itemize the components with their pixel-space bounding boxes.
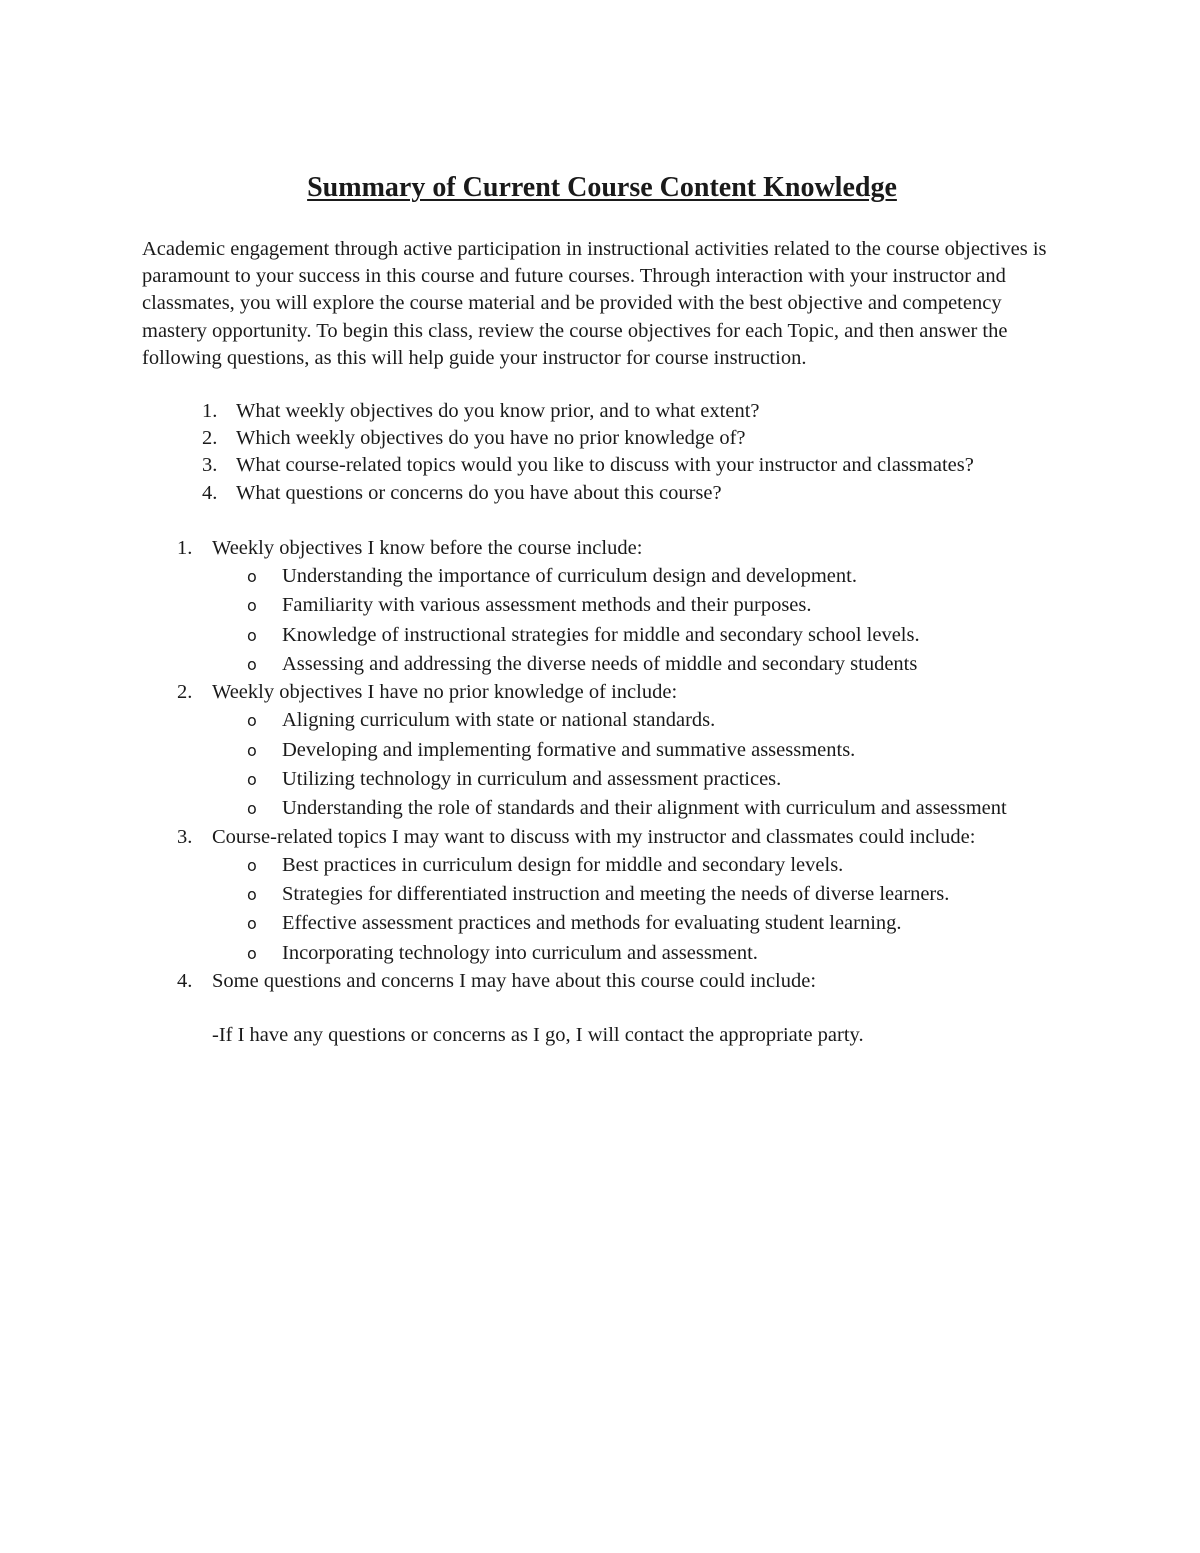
list-item <box>247 851 1062 880</box>
question-number: 1. <box>202 400 218 423</box>
list-item-text: Best practices in curriculum design for middle and secondary levels. <box>282 853 844 876</box>
list-item-text: Strategies for differentiated instruction and meeting the needs of diverse learners. <box>282 883 950 906</box>
bullet-icon: o <box>247 740 257 760</box>
answer-number: 2. <box>177 681 193 704</box>
list-item-text: Incorporating technology into curriculum and assessment. <box>282 941 758 964</box>
answer-item <box>177 679 1062 823</box>
bullet-icon: o <box>247 711 257 731</box>
answer-number: 4. <box>177 970 193 992</box>
list-item-text: Utilizing technology in curriculum and assessment practices. <box>282 768 782 791</box>
list-item <box>247 765 1062 794</box>
bullet-icon: o <box>247 855 257 875</box>
question-item <box>202 425 1062 452</box>
list-item <box>247 591 1062 620</box>
bullet-icon: o <box>247 885 257 905</box>
list-item <box>247 939 1062 968</box>
question-item <box>202 452 1062 479</box>
list-item-text: Effective assessment practices and methods for evaluating student learning. <box>282 912 902 935</box>
answer-sublist <box>247 706 1062 823</box>
question-text: What weekly objectives do you know prior, and to what extent? <box>236 400 760 423</box>
bullet-icon: o <box>247 596 257 616</box>
answer-item <box>177 824 1062 968</box>
answers-list <box>177 535 1062 1050</box>
bullet-icon: o <box>247 799 257 819</box>
list-item <box>247 909 1062 938</box>
answer-text: Weekly objectives I have no prior knowledge of include: <box>212 681 678 704</box>
list-item <box>247 562 1062 591</box>
answer-number: 1. <box>177 536 193 559</box>
bullet-icon: o <box>247 654 257 674</box>
bullet-icon: o <box>247 770 257 790</box>
document-title: Summary of Current Course Content Knowledge <box>307 172 897 203</box>
question-text: What course-related topics would you like to discuss with your instructor and classmates? <box>236 454 974 477</box>
list-item-text: Developing and implementing formative and summative assessments. <box>282 738 856 761</box>
list-item <box>247 880 1062 909</box>
list-item-text: Knowledge of instructional strategies for middle and secondary school levels. <box>282 623 920 646</box>
list-item-text: Understanding the role of standards and their alignment with curriculum and assessment <box>282 797 1007 820</box>
question-item <box>202 480 1062 507</box>
answer-text: Course-related topics I may want to discuss with my instructor and classmates could include: <box>212 825 976 848</box>
question-number: 4. <box>202 481 218 504</box>
answer-item <box>177 968 1062 1049</box>
answer-sublist <box>247 851 1062 968</box>
list-item <box>247 621 1062 650</box>
bullet-icon: o <box>247 914 257 934</box>
answer-text: Weekly objectives I know before the course include: <box>212 536 643 559</box>
list-item <box>247 736 1062 765</box>
question-text: Which weekly objectives do you have no prior knowledge of? <box>236 427 746 450</box>
list-item <box>247 794 1062 823</box>
list-item-text: Familiarity with various assessment methods and their purposes. <box>282 594 812 617</box>
answer-number: 3. <box>177 825 193 848</box>
list-item-text: Understanding the importance of curriculum design and development. <box>282 565 857 588</box>
list-item <box>247 650 1062 679</box>
answer-item <box>177 535 1062 679</box>
question-item <box>202 398 1062 425</box>
bullet-icon: o <box>247 567 257 587</box>
question-number: 3. <box>202 454 218 477</box>
bullet-icon: o <box>247 943 257 963</box>
bullet-icon: o <box>247 625 257 645</box>
list-item-text: Assessing and addressing the diverse needs of middle and secondary students <box>282 652 918 675</box>
closing-text: -If I have any questions or concerns as I go, I will contact the appropriate party. <box>212 1024 864 1047</box>
answer-text: Some questions and concerns I may have about this course could include: <box>212 970 817 992</box>
answer-sublist <box>247 562 1062 679</box>
questions-list <box>202 398 1062 507</box>
document-page <box>142 170 1062 1049</box>
question-text: What questions or concerns do you have about this course? <box>236 481 722 504</box>
intro-paragraph: Academic engagement through active participation in instructional activities related to the course objectives is paramount to your success in this course and future courses. Through interaction with your instructor and classmates, you will explore the course material and be provided with the best objective and competency mastery opportunity. To begin this class, review the course objectives for each Topic, and then answer the following questions, as this will help guide your instructor for course instruction. <box>142 238 1047 369</box>
question-number: 2. <box>202 427 218 450</box>
list-item <box>247 706 1062 735</box>
list-item-text: Aligning curriculum with state or national standards. <box>282 709 716 732</box>
